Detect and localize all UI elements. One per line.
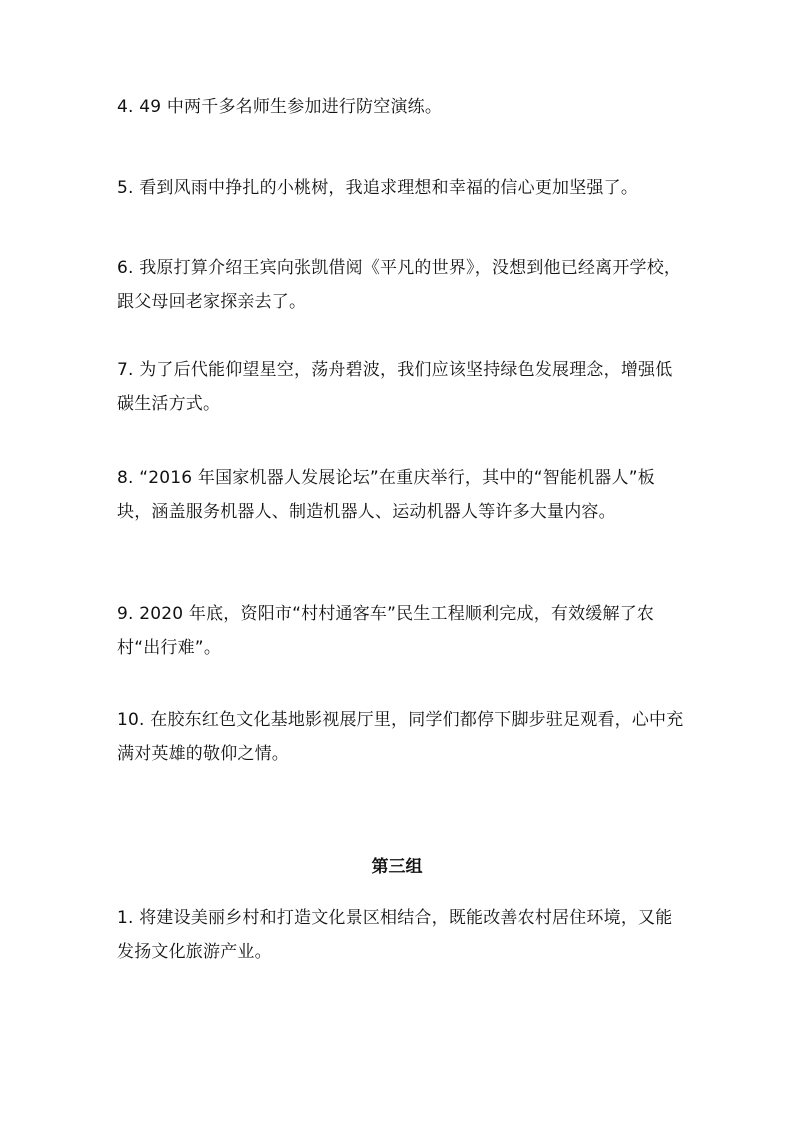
- sentence-item-6: 6. 我原打算介绍王宾向张凯借阅《平凡的世界》，没想到他已经离开学校，跟父母回老家探亲去了。: [117, 258, 682, 312]
- sentence-item-9: 9. 2020 年底，资阳市“村村通客车”民生工程顺利完成，有效缓解了农村“出行难”。: [117, 604, 655, 658]
- sentence-item-5: 5. 看到风雨中挣扎的小桃树，我追求理想和幸福的信心更加坚强了。: [117, 178, 639, 198]
- sentence-item-10: 10. 在胶东红色文化基地影视展厅里，同学们都停下脚步驻足观看，心中充满对英雄的敬仰之情。: [117, 710, 684, 764]
- sentence-item-4: 4. 49 中两千多名师生参加进行防空演练。: [117, 97, 443, 117]
- sentence-item-8: 8. “2016 年国家机器人发展论坛”在重庆举行，其中的“智能机器人”板块，涵盖服务机器人、制造机器人、运动机器人等许多大量内容。: [117, 468, 655, 522]
- sentence-item-7: 7. 为了后代能仰望星空，荡舟碧波，我们应该坚持绿色发展理念，增强低碳生活方式。: [117, 360, 673, 414]
- group-heading: 第三组: [371, 857, 423, 877]
- group3-sentence-item-1: 1. 将建设美丽乡村和打造文化景区相结合，既能改善农村居住环境，又能发扬文化旅游产业。: [117, 908, 673, 962]
